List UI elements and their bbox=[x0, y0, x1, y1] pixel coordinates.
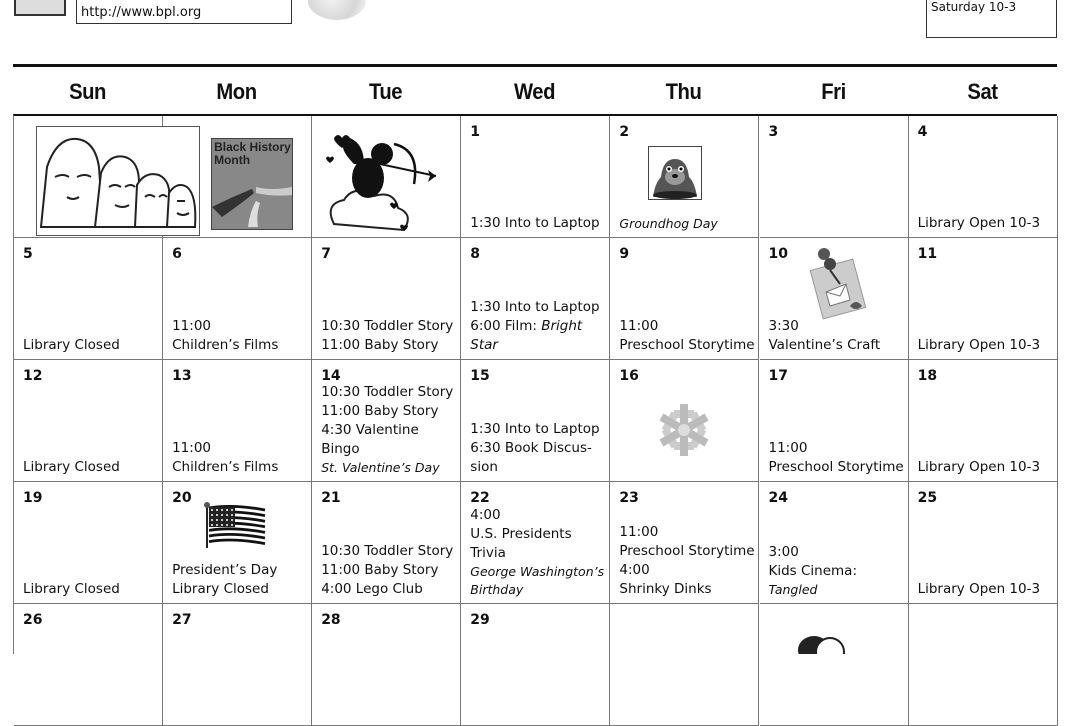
snowflake-image bbox=[656, 402, 712, 463]
groundhog-image bbox=[648, 146, 702, 200]
calendar-day-cell[interactable] bbox=[312, 116, 461, 238]
event-line: Library Closed bbox=[23, 581, 120, 597]
decorative-blob-icon bbox=[308, 0, 366, 20]
event-line: 10:30 Toddler Story bbox=[321, 384, 454, 400]
day-number: 13 bbox=[172, 368, 192, 384]
calendar-day-cell[interactable] bbox=[14, 482, 163, 604]
event-line: Library Closed bbox=[23, 337, 120, 353]
event-list bbox=[619, 215, 756, 233]
event-line: 1:30 Into to Laptop bbox=[470, 299, 600, 315]
calendar-day-cell[interactable] bbox=[461, 360, 610, 482]
event-list bbox=[470, 420, 607, 477]
event-list bbox=[172, 317, 309, 355]
event-list bbox=[918, 214, 1055, 233]
event-list bbox=[23, 336, 160, 355]
event-title-emphasis: Bright Star bbox=[470, 318, 583, 353]
hours-box bbox=[926, 0, 1057, 38]
event-line: 11:00 bbox=[619, 318, 659, 334]
calendar-day-cell[interactable] bbox=[610, 238, 759, 360]
day-number: 7 bbox=[321, 246, 331, 262]
event-list bbox=[769, 317, 906, 355]
day-number: 5 bbox=[23, 246, 33, 262]
calendar-day-cell[interactable] bbox=[312, 604, 461, 726]
event-line: 3:00 bbox=[768, 544, 799, 560]
mount-rushmore-image bbox=[36, 126, 200, 236]
event-line: Valentine’s Craft bbox=[768, 337, 881, 353]
calendar-day-cell[interactable] bbox=[163, 482, 312, 604]
event-line: Library Closed bbox=[172, 581, 269, 597]
calendar-day-cell[interactable] bbox=[14, 116, 163, 238]
event-line: 11:00 Baby Story bbox=[321, 562, 439, 578]
event-line: 11:00 Baby Story bbox=[321, 403, 439, 419]
library-logo-icon bbox=[14, 0, 66, 16]
day-number: 12 bbox=[23, 368, 43, 384]
event-line: Library Open 10-3 bbox=[917, 337, 1041, 353]
event-line: Shrinky Dinks bbox=[619, 581, 712, 597]
day-number: 20 bbox=[172, 490, 192, 506]
calendar-day-cell[interactable] bbox=[14, 360, 163, 482]
day-number: 14 bbox=[321, 368, 341, 384]
calendar-day-cell[interactable] bbox=[312, 360, 461, 482]
calendar-day-cell[interactable] bbox=[610, 116, 759, 238]
event-line: 11:00 Baby Story bbox=[321, 337, 439, 353]
day-number: 24 bbox=[768, 490, 788, 506]
calendar-day-cell[interactable] bbox=[461, 604, 610, 726]
event-list bbox=[321, 317, 458, 355]
calendar-day-cell[interactable] bbox=[163, 360, 312, 482]
event-list bbox=[470, 298, 607, 355]
event-list bbox=[918, 580, 1055, 599]
event-list bbox=[172, 561, 309, 599]
event-line: Library Open 10-3 bbox=[917, 459, 1041, 475]
calendar-day-cell[interactable] bbox=[461, 116, 610, 238]
day-header-thu: Thu bbox=[666, 79, 702, 104]
event-line: 6:30 Book Discus- bbox=[470, 440, 592, 456]
event-line: U.S. Presidents Trivia bbox=[470, 526, 572, 561]
event-list bbox=[23, 580, 160, 599]
calendar-day-cell[interactable] bbox=[312, 238, 461, 360]
day-number: 22 bbox=[470, 490, 490, 506]
event-line: Tangled bbox=[768, 582, 818, 597]
american-flag-image bbox=[203, 502, 269, 555]
calendar-day-cell[interactable] bbox=[909, 238, 1058, 360]
url-box bbox=[76, 0, 292, 24]
day-header-sat: Sat bbox=[967, 79, 998, 104]
day-header-sun: Sun bbox=[69, 79, 106, 104]
event-line: Groundhog Day bbox=[619, 216, 718, 231]
black-history-month-label: Black History Month bbox=[214, 140, 291, 167]
event-line: 11:00 bbox=[768, 440, 808, 456]
event-line: 10:30 Toddler Story bbox=[321, 318, 454, 334]
day-number: 15 bbox=[470, 368, 490, 384]
day-number: 29 bbox=[470, 612, 490, 628]
event-line: Preschool Storytime bbox=[619, 543, 755, 559]
calendar-grid bbox=[13, 114, 1057, 654]
black-history-month-image bbox=[211, 138, 293, 230]
event-list bbox=[470, 506, 607, 599]
event-line: St. Valentine’s Day bbox=[321, 460, 440, 475]
event-line: 6:00 Film: Bright Star bbox=[470, 318, 583, 353]
day-header-fri: Fri bbox=[820, 79, 846, 104]
event-line: Preschool Storytime bbox=[619, 337, 755, 353]
day-number: 10 bbox=[768, 246, 788, 262]
event-list bbox=[470, 214, 607, 233]
calendar-day-cell[interactable] bbox=[610, 360, 759, 482]
calendar-day-cell[interactable] bbox=[14, 238, 163, 360]
event-line: sion bbox=[470, 459, 498, 475]
event-line: Kids Cinema: bbox=[768, 563, 858, 579]
event-line: 4:00 Lego Club bbox=[321, 581, 423, 597]
event-list bbox=[321, 542, 458, 599]
event-line: 4:00 bbox=[470, 507, 501, 523]
event-line: 3:30 bbox=[768, 318, 799, 334]
event-list bbox=[321, 383, 458, 477]
event-line: Children’s Films bbox=[172, 459, 279, 475]
day-number: 8 bbox=[470, 246, 481, 262]
day-number: 9 bbox=[619, 246, 630, 262]
event-list bbox=[769, 543, 906, 599]
calendar-day-cell[interactable] bbox=[610, 482, 759, 604]
calendar-day-cell[interactable] bbox=[461, 482, 610, 604]
event-list bbox=[619, 523, 756, 599]
day-number: 1 bbox=[470, 124, 481, 140]
header-rule bbox=[13, 64, 1057, 67]
day-number: 19 bbox=[23, 490, 43, 506]
event-list bbox=[23, 458, 160, 477]
day-header-mon: Mon bbox=[216, 79, 257, 104]
calendar-day-cell[interactable] bbox=[312, 482, 461, 604]
day-number: 16 bbox=[619, 368, 639, 384]
day-number: 6 bbox=[172, 246, 182, 262]
event-line: Library Open 10-3 bbox=[917, 581, 1041, 597]
event-line: George Washington’s bbox=[470, 564, 605, 579]
event-list bbox=[619, 317, 756, 355]
calendar-day-cell[interactable] bbox=[909, 116, 1058, 238]
day-number: 27 bbox=[172, 612, 192, 628]
calendar-day-cell[interactable] bbox=[14, 604, 163, 726]
event-line: 1:30 Into to Laptop bbox=[470, 215, 600, 231]
event-list bbox=[769, 439, 906, 477]
cupid-image bbox=[324, 124, 454, 238]
event-line: 11:00 bbox=[619, 524, 659, 540]
calendar-day-cell[interactable] bbox=[909, 604, 1058, 726]
day-number: 17 bbox=[768, 368, 788, 384]
calendar-day-cell[interactable] bbox=[760, 238, 909, 360]
event-line: 4:00 bbox=[619, 562, 650, 578]
day-number: 11 bbox=[917, 246, 938, 262]
event-line: 11:00 bbox=[172, 318, 211, 334]
day-number: 2 bbox=[619, 124, 630, 140]
day-number: 21 bbox=[321, 490, 341, 506]
day-number: 28 bbox=[321, 612, 341, 628]
calendar-day-cell[interactable] bbox=[163, 238, 312, 360]
calendar-day-cell[interactable] bbox=[909, 360, 1058, 482]
header-title-fragment bbox=[380, 0, 692, 4]
event-list bbox=[918, 458, 1055, 477]
event-line: 10:30 Toddler Story bbox=[321, 543, 454, 559]
event-line: Library Open 10-3 bbox=[917, 215, 1041, 231]
event-list bbox=[172, 439, 309, 477]
day-number: 25 bbox=[917, 490, 938, 506]
day-number: 3 bbox=[768, 124, 779, 140]
event-line: Birthday bbox=[470, 582, 524, 597]
calendar-day-cell[interactable] bbox=[760, 360, 909, 482]
hours-line: Saturday 10-3 bbox=[931, 0, 1017, 14]
event-line: Children’s Films bbox=[172, 337, 279, 353]
event-line: Library Closed bbox=[23, 459, 120, 475]
day-number: 26 bbox=[23, 612, 43, 628]
event-line: 11:00 bbox=[172, 440, 211, 456]
calendar-day-cell[interactable] bbox=[610, 604, 759, 726]
event-line: President’s Day bbox=[172, 562, 278, 578]
calendar-day-cell[interactable] bbox=[461, 238, 610, 360]
event-line: 1:30 Into to Laptop bbox=[470, 421, 600, 437]
event-line: Preschool Storytime bbox=[768, 459, 904, 475]
calendar-day-cell[interactable] bbox=[760, 482, 909, 604]
day-number: 18 bbox=[917, 368, 938, 384]
event-list bbox=[918, 336, 1055, 355]
calendar-day-cell[interactable] bbox=[909, 482, 1058, 604]
day-number: 23 bbox=[619, 490, 639, 506]
library-url[interactable]: http://www.bpl.org bbox=[81, 5, 202, 20]
event-line: 4:30 Valentine Bingo bbox=[321, 422, 419, 457]
day-number: 4 bbox=[917, 124, 928, 140]
calendar-day-cell[interactable] bbox=[760, 604, 909, 726]
calendar-day-cell[interactable] bbox=[163, 604, 312, 726]
day-header-tue: Tue bbox=[369, 79, 403, 104]
day-header-wed: Wed bbox=[514, 79, 556, 104]
calendar-day-cell[interactable] bbox=[760, 116, 909, 238]
